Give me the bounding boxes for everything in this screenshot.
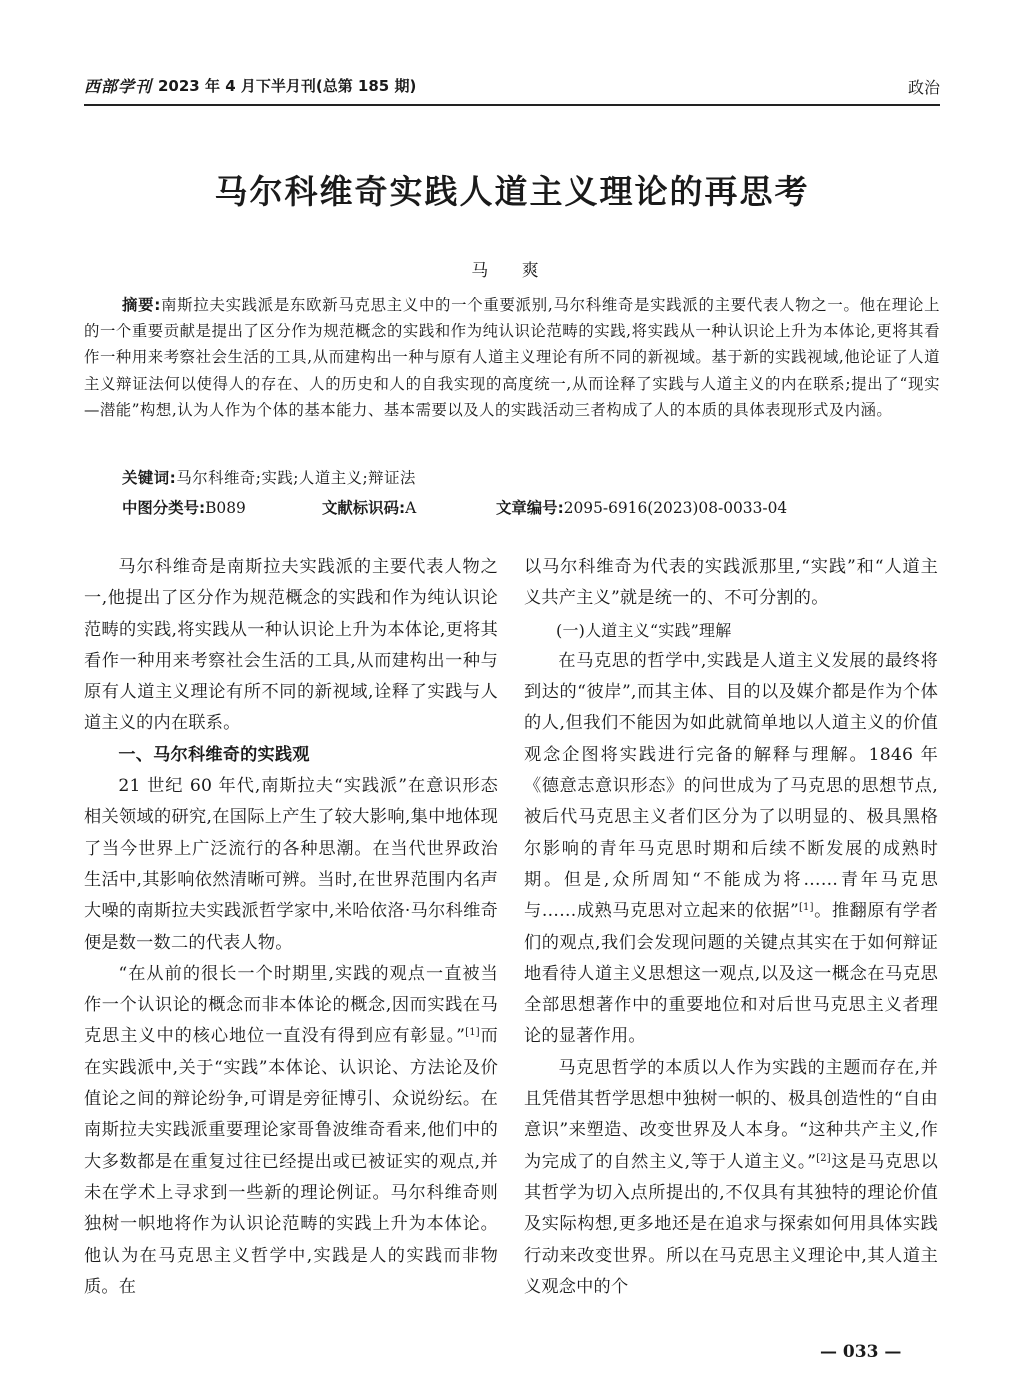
paragraph-text: 这是马克思以其哲学为切入点所提出的,不仅具有其独特的理论价值及实际构想,更多地还是在追求与探索如何用具体实践行动来改变世界。所以在马克思主义理论中,其人道主义观念中的个 bbox=[524, 1151, 938, 1297]
keywords bbox=[122, 466, 416, 488]
section-label: 政治 bbox=[907, 78, 940, 97]
paragraph: 马尔科维奇是南斯拉夫实践派的主要代表人物之一,他提出了区分作为规范概念的实践和作为纯认识论范畴的实践,将实践从一种认识论上升为本体论,更将其看作一种用来考察社会生活的工具,从而建构出一种与原有人道主义理论有所不同的新视域,诠释了实践与人道主义的内在联系。 bbox=[84, 557, 498, 734]
paragraph: 以马尔科维奇为代表的实践派那里,“实践”和“人道主义共产主义”就是统一的、不可分割的。 bbox=[524, 557, 938, 609]
citation-ref: [1] bbox=[798, 902, 814, 914]
article-number bbox=[496, 496, 787, 518]
citation-ref: [1] bbox=[465, 1027, 480, 1039]
keywords-label: 关键词: bbox=[122, 469, 177, 487]
right-column bbox=[524, 552, 938, 1303]
journal-logo: 西部学刊 bbox=[84, 77, 153, 96]
issue-info: 2023 年 4 月下半月刊(总第 185 期) bbox=[158, 77, 417, 95]
abstract-text: 南斯拉夫实践派是东欧新马克思主义中的一个重要派别,马尔科维奇是实践派的主要代表人物之一。他在理论上的一个重要贡献是提出了区分作为规范概念的实践和作为纯认识论范畴的实践,将实践从一种认识论上升为本体论,更将其看作一种用来考察社会生活的工具,从而建构出一种与原有人道主义理论有所不同的新视域。基于新的实践视域,他论证了人道主义辩证法何以使得人的存在、人的历史和人的自我实现的高度统一,从而诠释了实践与人道主义的内在联系;提出了“现实—潜能”构想,认为人作为个体的基本能力、基本需要以及人的实践活动三者构成了人的本质的具体表现形式及内涵。 bbox=[84, 296, 940, 419]
clc-value: B089 bbox=[205, 499, 246, 517]
header-rule bbox=[84, 104, 940, 106]
doc-label: 文献标识码: bbox=[322, 499, 406, 517]
document-code bbox=[322, 496, 416, 518]
abstract-label: 摘要: bbox=[122, 296, 161, 314]
paragraph bbox=[524, 646, 938, 1053]
clc-number bbox=[122, 496, 246, 518]
paragraph-text: “在从前的很长一个时期里,实践的观点一直被当作一个认识论的概念而非本体论的概念,因而实践在马克思主义中的核心地位一直没有得到应有彰显。” bbox=[84, 963, 498, 1047]
section-heading: 一、马尔科维奇的实践观 bbox=[118, 744, 310, 765]
paragraph: 21 世纪 60 年代,南斯拉夫“实践派”在意识形态相关领域的研究,在国际上产生了较大影响,集中地体现了当今世界上广泛流行的各种思潮。在当代世界政治生活中,其影响依然清晰可辨。当时,在世界范围内名声大噪的南斯拉夫实践派哲学家中,米哈依洛·马尔科维奇便是数一数二的代表人物。 bbox=[84, 776, 498, 953]
abstract bbox=[84, 292, 940, 423]
paragraph bbox=[84, 959, 498, 1303]
paragraph-text: 在马克思的哲学中,实践是人道主义发展的最终将到达的“彼岸”,而其主体、目的以及媒介都是作为个体的人,但我们不能因为如此就简单地以人道主义的价值观念企图将实践进行完备的解释与理解。1846 年《德意志意识形态》的问世成为了马克思的思想节点,被后代马克思主义者们区分为了以明显的、极具黑格尔影响的青年马克思时期和后续不断发展的成熟时期。但是,众所周知“不能成为将……青年马克思与……成熟马克思对立起来的依据” bbox=[524, 650, 938, 922]
subsection-heading: (一)人道主义“实践”理解 bbox=[556, 620, 732, 640]
article-value: 2095-6916(2023)08-0033-04 bbox=[563, 499, 788, 517]
article-label: 文章编号: bbox=[496, 499, 564, 517]
keywords-text: 马尔科维奇;实践;人道主义;辩证法 bbox=[176, 469, 416, 487]
paragraph bbox=[524, 1053, 938, 1303]
page-number: — 033 — bbox=[820, 1342, 902, 1362]
paragraph-text: 。推翻原有学者们的观点,我们会发现问题的关键点其实在于如何辩证地看待人道主义思想这一观点,以及这一概念在马克思全部思想著作中的重要地位和对后世马克思主义者理论的显著作用。 bbox=[524, 901, 938, 1047]
author: 马 爽 bbox=[471, 261, 553, 281]
paragraph-text: 马克思哲学的本质以人作为实践的主题而存在,并且凭借其哲学思想中独树一帜的、极具创造性的“自由意识”来塑造、改变世界及人本身。“这种共产主义,作为完成了的自然主义,等于人道主义。” bbox=[524, 1057, 938, 1172]
article-title: 马尔科维奇实践人道主义理论的再思考 bbox=[214, 172, 810, 211]
clc-label: 中图分类号: bbox=[122, 499, 206, 517]
doc-value: A bbox=[405, 499, 417, 517]
running-header bbox=[84, 74, 940, 98]
paragraph-text: 而在实践派中,关于“实践”本体论、认识论、方法论及价值论之间的辩论纷争,可谓是旁征博引、众说纷纭。在南斯拉夫实践派重要理论家哥鲁波维奇看来,他们中的大多数都是在重复过往已经提出或已被证实的观点,并未在学术上寻求到一些新的理论例证。马尔科维奇则独树一帜地将作为认识论范畴的实践上升为本体论。他认为在马克思主义哲学中,实践是人的实践而非物质。在 bbox=[84, 1026, 499, 1297]
left-column bbox=[84, 552, 498, 1303]
citation-ref: [2] bbox=[816, 1152, 831, 1164]
